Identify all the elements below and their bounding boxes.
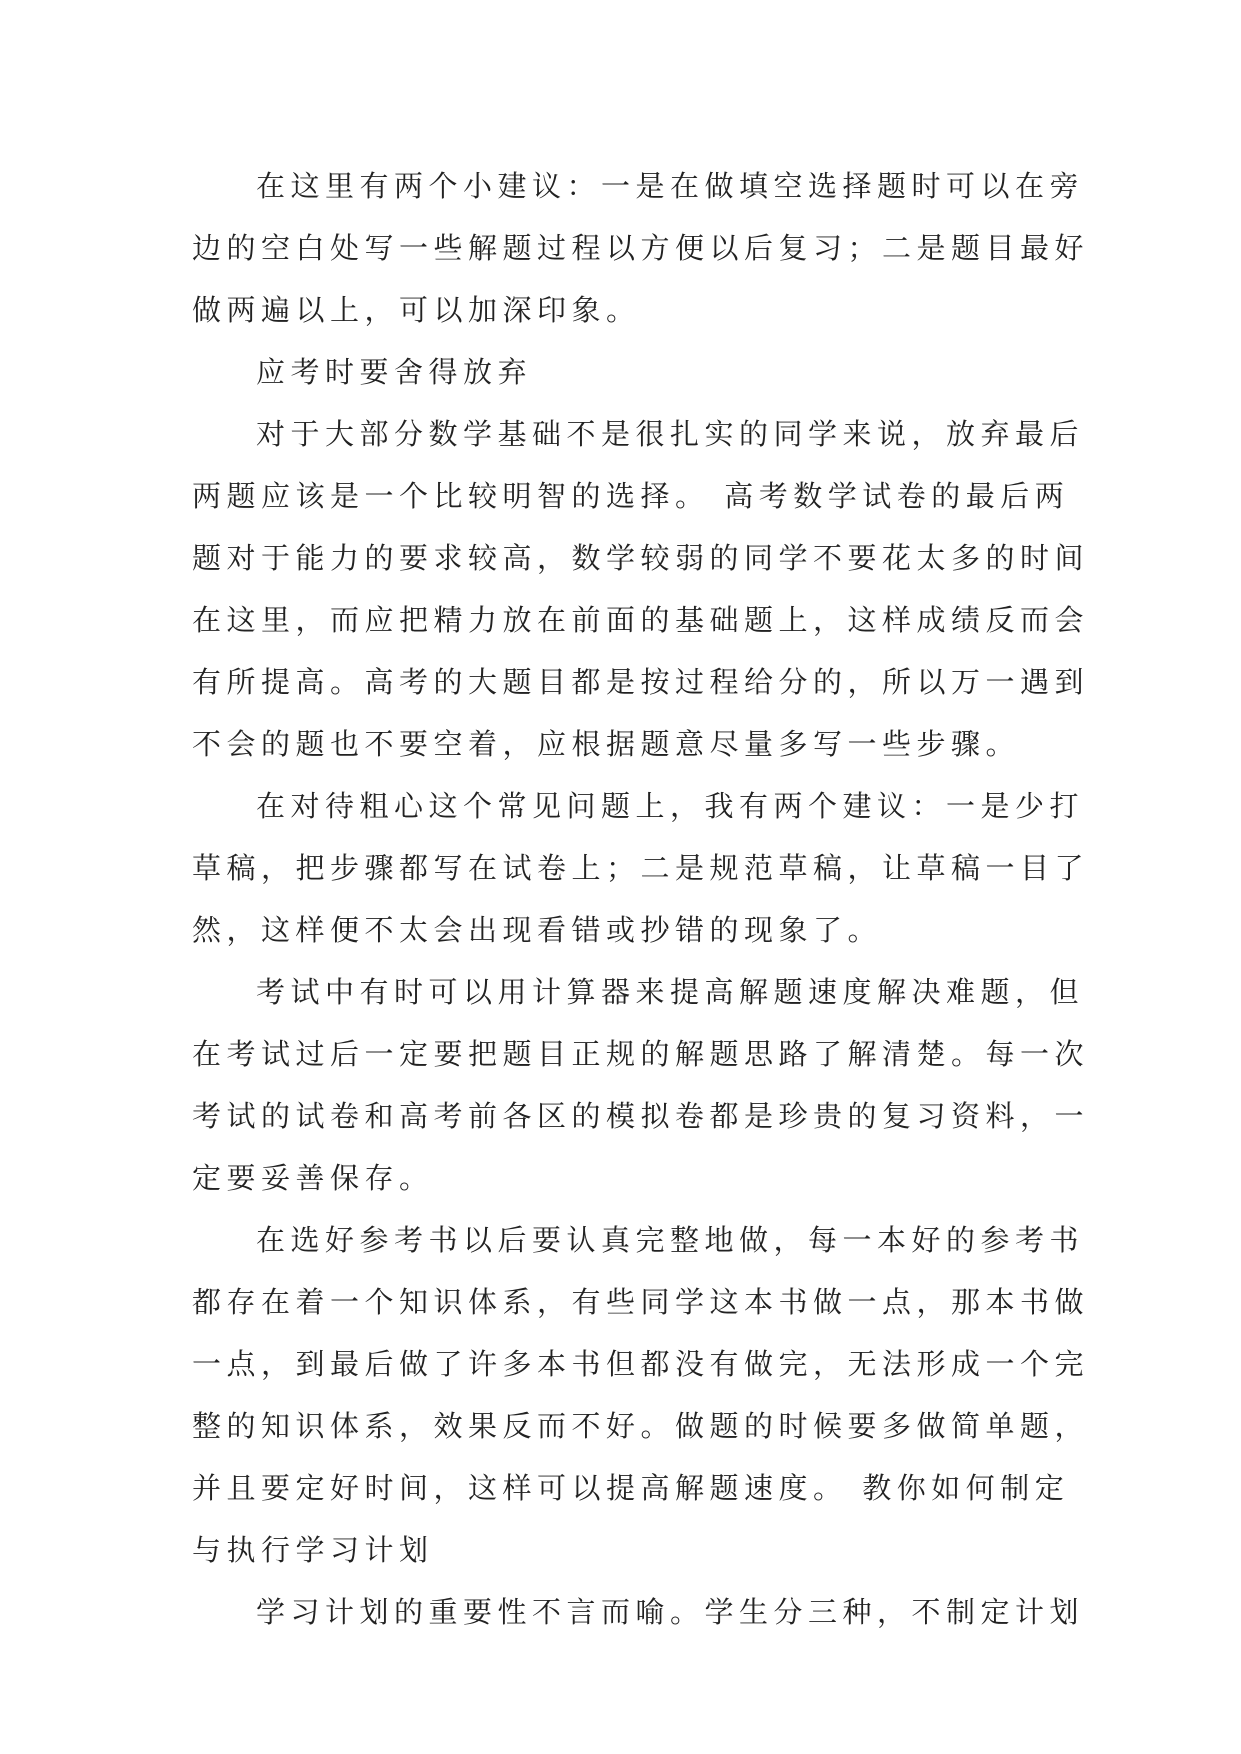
document-body [192, 155, 1090, 1643]
text-line: 一点，到最后做了许多本书但都没有做完，无法形成一个完 [192, 1347, 1090, 1381]
text-line: 考试的试卷和高考前各区的模拟卷都是珍贵的复习资料，一 [192, 1099, 1090, 1133]
text-line: 不会的题也不要空着，应根据题意尽量多写一些步骤。 [192, 727, 1021, 761]
text-line: 两题应该是一个比较明智的选择。 高考数学试卷的最后两 [192, 479, 1070, 513]
text-line: 在这里有两个小建议：一是在做填空选择题时可以在旁 [256, 169, 1085, 203]
text-line: 草稿，把步骤都写在试卷上；二是规范草稿，让草稿一目了 [192, 851, 1090, 885]
text-line: 题对于能力的要求较高，数学较弱的同学不要花太多的时间 [192, 541, 1090, 575]
text-line: 在考试过后一定要把题目正规的解题思路了解清楚。每一次 [192, 1037, 1090, 1071]
text-line: 在选好参考书以后要认真完整地做，每一本好的参考书 [256, 1223, 1085, 1257]
text-line: 与执行学习计划 [192, 1533, 434, 1567]
text-line: 定要妥善保存。 [192, 1161, 434, 1195]
text-line: 学习计划的重要性不言而喻。学生分三种，不制定计划 [256, 1595, 1085, 1629]
text-line: 整的知识体系，效果反而不好。做题的时候要多做简单题， [192, 1409, 1090, 1443]
text-line: 在对待粗心这个常见问题上，我有两个建议：一是少打 [256, 789, 1085, 823]
text-line: 对于大部分数学基础不是很扎实的同学来说，放弃最后 [256, 417, 1085, 451]
text-line: 应考时要舍得放弃 [256, 355, 533, 389]
text-line: 并且要定好时间，这样可以提高解题速度。 教你如何制定 [192, 1471, 1070, 1505]
text-line: 做两遍以上，可以加深印象。 [192, 293, 641, 327]
text-line: 考试中有时可以用计算器来提高解题速度解决难题，但 [256, 975, 1085, 1009]
text-line: 都存在着一个知识体系，有些同学这本书做一点，那本书做 [192, 1285, 1090, 1319]
text-line: 有所提高。高考的大题目都是按过程给分的，所以万一遇到 [192, 665, 1090, 699]
text-line: 在这里，而应把精力放在前面的基础题上，这样成绩反而会 [192, 603, 1090, 637]
text-line: 然，这样便不太会出现看错或抄错的现象了。 [192, 913, 883, 947]
text-line: 边的空白处写一些解题过程以方便以后复习；二是题目最好 [192, 231, 1090, 265]
